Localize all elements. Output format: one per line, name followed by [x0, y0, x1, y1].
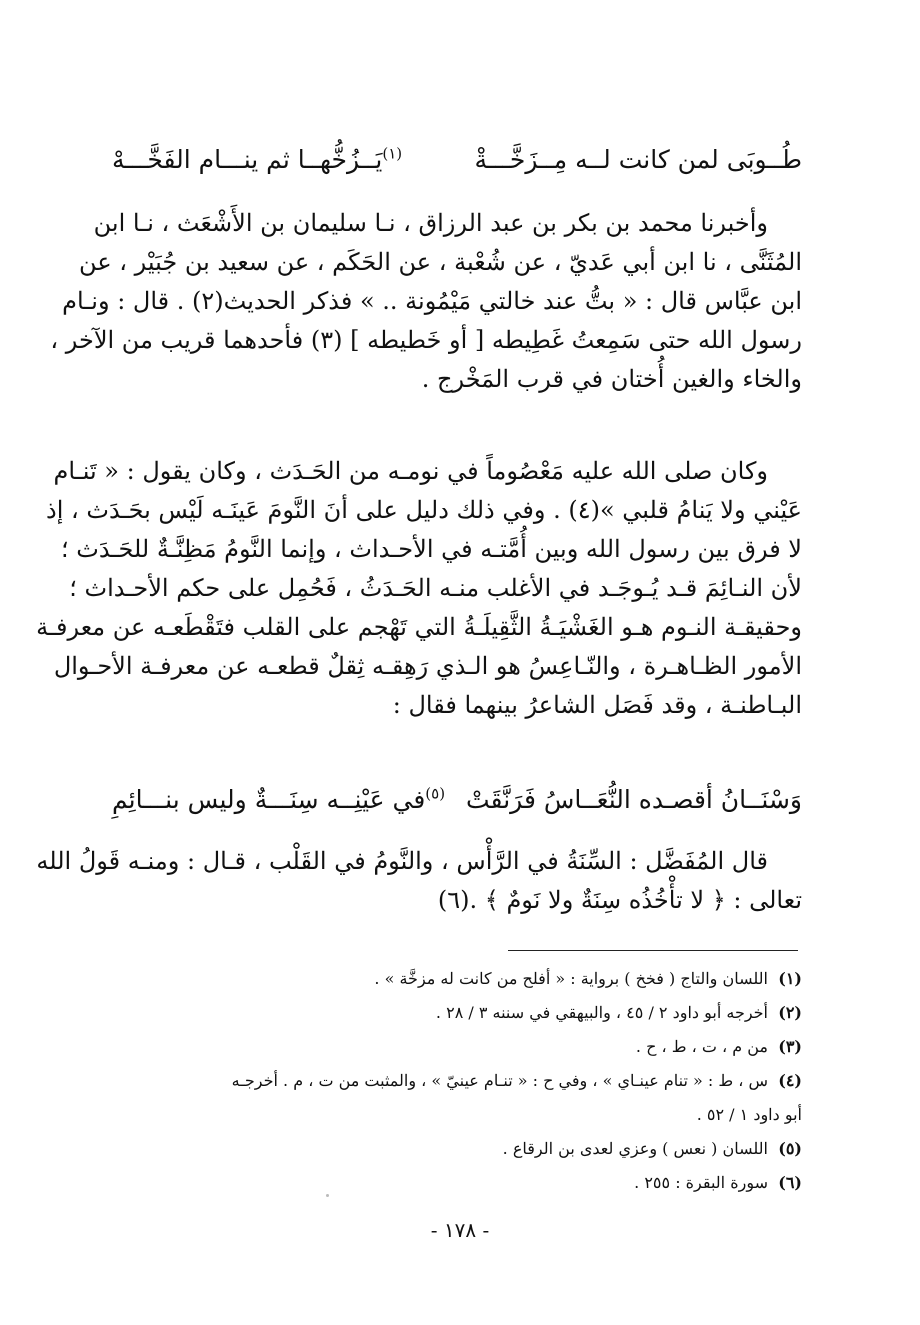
- paragraph-1-line: رسول الله حتى سَمِعتُ غَطِيطه [ أو خَطيطه ] (٣) فأحدهما قريب من الآخر ،: [50, 326, 802, 354]
- footnote-text: أخرجه أبو داود ٢ / ٤٥ ، والبيهقي في سننه ٣ / ٢٨ .: [435, 1003, 768, 1022]
- footnote-text: س ، ط : « تنام عينـاي » ، وفي ح : « تنـام عينيّ » ، والمثبت من ت ، م . أخرجـه: [231, 1071, 768, 1090]
- verse-1-second-hemistich: [112, 138, 402, 182]
- verse-1-second-text: يَــزُخُّهــا ثم ينـــام الفَخَّـــهْ: [112, 145, 383, 174]
- verse-2-second-hemistich: [112, 778, 445, 822]
- footnote-text: من م ، ت ، ط ، ح .: [635, 1037, 768, 1056]
- paragraph-1-line: ابن عبَّاس قال : « بتُّ عند خالتي مَيْمُونة .. » فذكر الحديث(٢) . قال : ونـام: [62, 287, 802, 315]
- paragraph-2-line: الأمور الظـاهـرة ، والنّـاعِسُ هو الـذي رَهِقـه ثِقلٌ قطعـه عن معرفـة الأحـوال: [53, 652, 802, 680]
- paragraph-2-line: وحقيقـة النـوم هـو الغَشْيَـةُ الثَّقِيلَـةُ التي تَهْجم على القلب فتَقْطَعـه عن معرفـة: [36, 613, 802, 641]
- footnote-number: (١): [778, 969, 802, 988]
- footnotes: [112, 962, 802, 1200]
- paragraph-1-line: والخاء والغين أُختان في قرب المَخْرج .: [421, 365, 802, 393]
- footnote-text: اللسان ( نعس ) وعزي لعدى بن الرقاع .: [502, 1139, 768, 1158]
- footnote-4-continuation: أبو داود ١ / ٥٢ .: [696, 1105, 802, 1124]
- paragraph-2-line: لأن النـائِمَ قـد يُـوجَـد في الأغلب منـه الحَـدَثُ ، فَحُمِل على حكم الأحـداث ؛: [69, 574, 802, 602]
- scan-speck: [326, 1194, 329, 1197]
- verse-2-first-hemistich: وَسْنَــانُ أقصـده النُّعَــاسُ فَرَنَّقَتْ: [466, 785, 802, 814]
- paragraph-3: [36, 842, 802, 920]
- footnote-4: [112, 1064, 802, 1098]
- paragraph-2: [36, 452, 802, 725]
- paragraph-1-line: المُثَنَّى ، نا ابن أبي عَديّ ، عن شُعْبة ، عن الحَكَم ، عن سعيد بن جُبَيْر ، عن: [79, 248, 802, 276]
- verse-1-first-hemistich: طُــوبَى لمن كانت لــه مِــزَخَّـــةْ: [474, 145, 802, 174]
- paragraph-3-line: تعالى : ﴿ لا تأْخُذُه سِنَةٌ ولا نَومٌ ﴾ .(٦): [437, 886, 802, 914]
- paragraph-1: [50, 204, 802, 399]
- footnote-text: سورة البقرة : ٢٥٥ .: [634, 1173, 768, 1192]
- footnote-separator: [508, 950, 798, 951]
- footnote-2: [112, 996, 802, 1030]
- page-number: - ١٧٨ -: [430, 1218, 490, 1242]
- footnote-ref-5: (٥): [425, 784, 446, 803]
- verse-2-second-text: في عَيْنِــه سِنَـــةٌ وليس بنـــائِمِ: [112, 785, 426, 814]
- paragraph-2-line: البـاطنـة ، وقد فَصَل الشاعرُ بينهما فقال :: [392, 691, 802, 719]
- paragraph-2-line: عَيْني ولا يَنامُ قلبي »(٤) . وفي ذلك دليل على أنَ النَّومَ عَينَـه لَيْس بحَـدَث ، إذ: [46, 496, 802, 524]
- footnote-number: (٤): [778, 1071, 802, 1090]
- footnote-5: [112, 1132, 802, 1166]
- footnote-number: (٦): [778, 1173, 802, 1192]
- footnote-number: (٣): [778, 1037, 802, 1056]
- footnote-number: (٥): [778, 1139, 802, 1158]
- footnote-3: [112, 1030, 802, 1064]
- verse-line-1: [112, 138, 802, 182]
- verse-line-2: [112, 778, 802, 822]
- paragraph-2-line: وكان صلى الله عليه مَعْصُوماً في نومـه من الحَـدَث ، وكان يقول : « تَنـام: [53, 457, 768, 485]
- paragraph-1-line: وأخبرنا محمد بن بكر بن عبد الرزاق ، نـا سليمان بن الأَشْعَث ، نـا ابن: [93, 209, 768, 237]
- footnote-text: اللسان والتاج ( فخخ ) برواية : « أفلح من كانت له مزخَّة » .: [374, 969, 768, 988]
- footnote-1: [112, 962, 802, 996]
- paragraph-3-line: قال المُفَضَّل : السِّنَةُ في الرَّأْس ، والنَّومُ في القَلْب ، قـال : ومنـه قَولُ الله: [36, 847, 768, 875]
- footnote-ref-1: (١): [382, 144, 403, 163]
- footnote-6: [112, 1166, 802, 1200]
- paragraph-2-line: لا فرق بين رسول الله وبين أُمَّتـه في الأحـداث ، وإنما النَّومُ مَظِنَّـةٌ للحَـدَث ؛: [61, 535, 802, 563]
- footnote-number: (٢): [778, 1003, 802, 1022]
